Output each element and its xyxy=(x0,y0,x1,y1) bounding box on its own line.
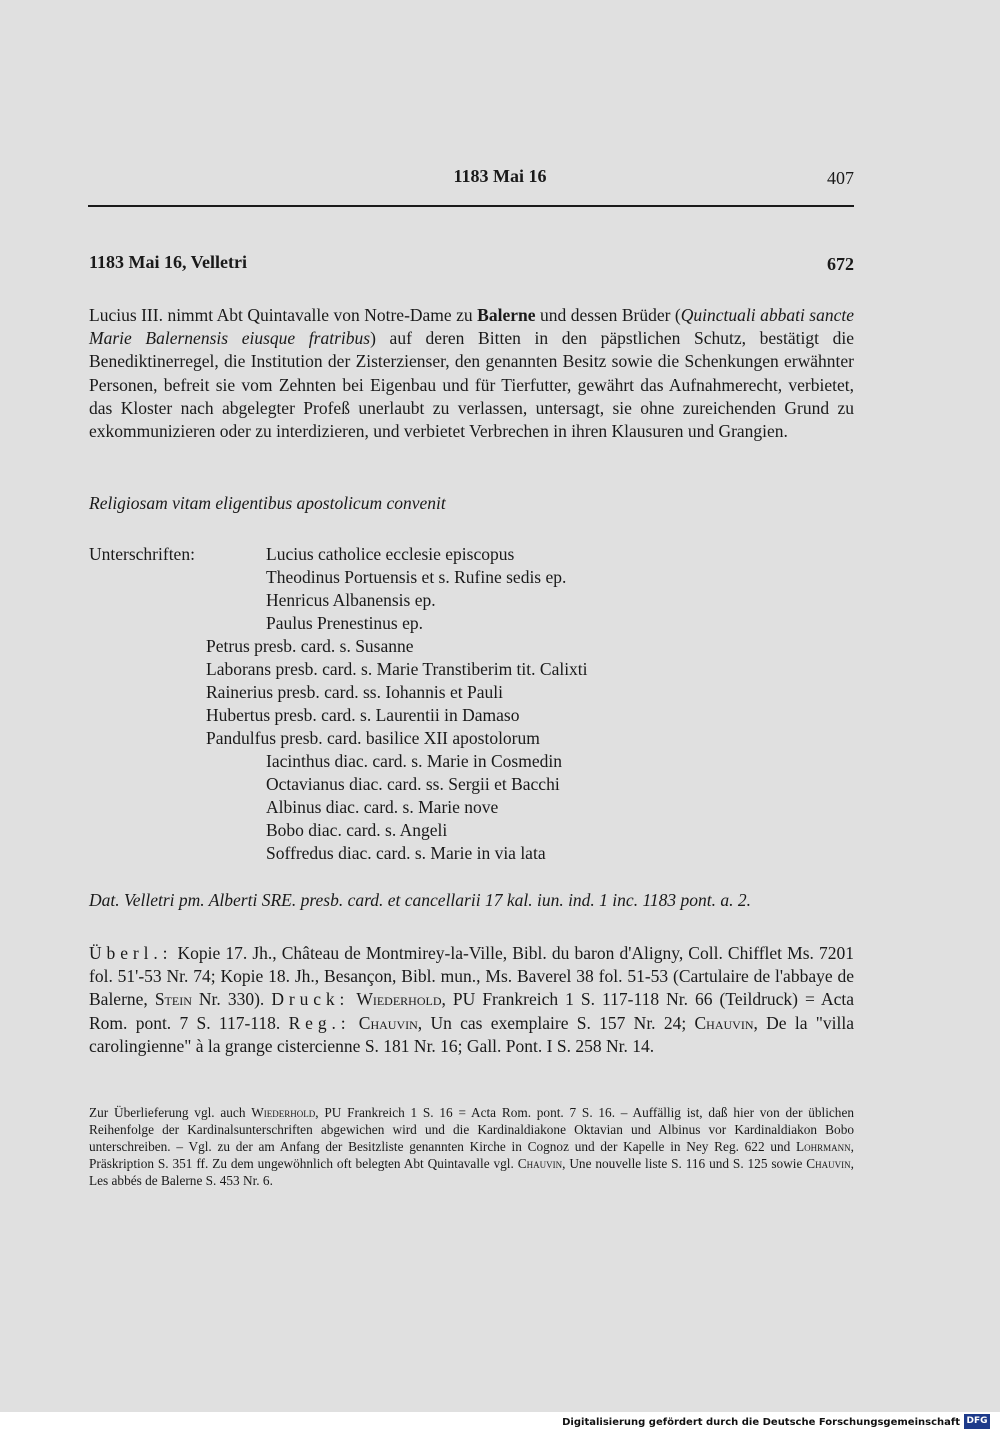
author-name: Chauvin xyxy=(806,1156,851,1171)
summary-paragraph xyxy=(89,304,854,443)
subscription-line: Octavianus diac. card. ss. Sergii et Bacchi xyxy=(266,774,560,794)
subscription-line: Albinus diac. card. s. Marie nove xyxy=(266,797,499,817)
author-name: Lohrmann xyxy=(796,1139,851,1154)
summary-text: und dessen Brüder ( xyxy=(535,305,681,325)
author-name: Chauvin xyxy=(517,1156,563,1171)
document-number: 672 xyxy=(827,254,854,274)
subscription-line: Bobo diac. card. s. Angeli xyxy=(266,820,448,840)
subscription-line: Theodinus Portuensis et s. Rufine sedis ep. xyxy=(266,567,567,587)
tradition-text: , De la "villa carolingienne" à la grange cistercienne S. 181 Nr. 16; Gall. Pont. I S. 258 Nr. 14. xyxy=(89,1012,854,1056)
dfg-logo-icon: DFG xyxy=(964,1414,990,1429)
author-name: Wiederhold xyxy=(356,989,442,1010)
author-name: Chauvin xyxy=(694,1012,754,1033)
druck-label: Druck: xyxy=(271,989,350,1010)
subscription-line: Pandulfus presb. card. basilice XII apostolorum xyxy=(206,728,540,748)
subscription-line: Petrus presb. card. s. Susanne xyxy=(206,636,414,656)
datum-line: Dat. Velletri pm. Alberti SRE. presb. card. et cancellarii 17 kal. iun. ind. 1 inc. 1183 pont. a. 2. xyxy=(89,890,752,910)
subscription-line: Henricus Albanensis ep. xyxy=(266,590,436,610)
latin-quote: Quinctuali abbati sancte Marie Balernensis eiusque fratribus xyxy=(89,305,854,349)
summary-text: Lucius III. nimmt Abt Quintavalle von Notre-Dame zu xyxy=(89,305,478,325)
funding-notice: Digitalisierung gefördert durch die Deutsche Forschungsgemeinschaft xyxy=(562,1417,960,1428)
author-name: Stein xyxy=(154,989,192,1010)
tradition-text: , PU Frankreich 1 S. 117-118 Nr. 66 (Teildruck) = Acta Rom. pont. 7 S. 117-118. xyxy=(89,989,855,1033)
tradition-text: Nr. 330). xyxy=(191,989,272,1010)
note-text: Zur Überlieferung vgl. auch xyxy=(89,1105,252,1120)
author-name: Wiederhold xyxy=(251,1105,316,1120)
regest-label: Reg.: xyxy=(288,1012,351,1033)
ueberlieferung-label: Überl.: xyxy=(89,943,173,963)
subscription-line: Iacinthus diac. card. s. Marie in Cosmedin xyxy=(266,751,562,771)
subscriptions-list xyxy=(206,543,588,865)
page-number: 407 xyxy=(827,168,854,188)
subscription-line: Soffredus diac. card. s. Marie in via lata xyxy=(266,843,546,863)
tradition-paragraph xyxy=(89,942,854,1058)
note-text: , Präskription S. 351 ff. Zu dem ungewöhnlich oft belegten Abt Quintavalle vgl. xyxy=(89,1139,854,1171)
subscription-line: Laborans presb. card. s. Marie Transtiberim tit. Calixti xyxy=(206,659,588,679)
subscription-line: Paulus Prenestinus ep. xyxy=(266,613,424,633)
tradition-text: Kopie 17. Jh., Château de Montmirey-la-Ville, Bibl. du baron d'Aligny, Coll. Chifflet Ms. 7201 fol. 51'-53 Nr. 74; Kopie 18. Jh., Besançon, Bibl. mun., Ms. Baverel 38 fol. 51-53 (Cartulaire de l'abbaye de Balerne, xyxy=(89,943,854,1010)
author-name: Chauvin xyxy=(358,1012,418,1033)
incipit: Religiosam vitam eligentibus apostolicum convenit xyxy=(89,493,446,513)
header-rule xyxy=(88,205,854,207)
note-text: , Une nouvelle liste S. 116 und S. 125 sowie xyxy=(562,1156,807,1171)
tradition-text: , Un cas exemplaire S. 157 Nr. 24; xyxy=(417,1012,695,1033)
document-heading: 1183 Mai 16, Velletri xyxy=(89,252,247,272)
running-title: 1183 Mai 16 xyxy=(453,166,547,186)
subscription-line: Lucius catholice ecclesie episcopus xyxy=(266,544,515,564)
note-text: , Les abbés de Balerne S. 453 Nr. 6. xyxy=(89,1156,854,1188)
subscription-line: Hubertus presb. card. s. Laurentii in Damaso xyxy=(206,705,520,725)
place-name: Balerne xyxy=(477,305,536,325)
note-text: , PU Frankreich 1 S. 16 = Acta Rom. pont. 7 S. 16. – Auffällig ist, daß hier von der üblichen Reihenfolge der Kardinalsunterschriften abgewichen wird und die Kardinaldiakone Oktavian und Albinus vor Kardinaldiakon Bobo unterschreiben. – Vgl. zu der am Anfang der Besitzliste genannten Kirche in Cognoz und der Kapelle in Ney Reg. 622 und xyxy=(89,1105,854,1154)
summary-text: ) auf deren Bitten in den päpstlichen Schutz, bestätigt die Benediktinerregel, die Institution der Zisterzienser, den genannten Besitz sowie die Schenkungen erwähnter Personen, befreit sie vom Zehnten bei Eigenbau und für Tierfutter, gewährt das Aufnahmerecht, verbietet, das Kloster nach abgelegter Profeß unerlaubt zu verlassen, untersagt, sie ohne zureichenden Grund zu exkommunizieren oder zu interdizieren, und verbietet Verbrechen in ihren Klausuren und Grangien. xyxy=(89,328,854,442)
subscription-line: Rainerius presb. card. ss. Iohannis et Pauli xyxy=(206,682,503,702)
subscriptions-label: Unterschriften: xyxy=(89,544,195,564)
commentary-notes xyxy=(89,1104,854,1189)
